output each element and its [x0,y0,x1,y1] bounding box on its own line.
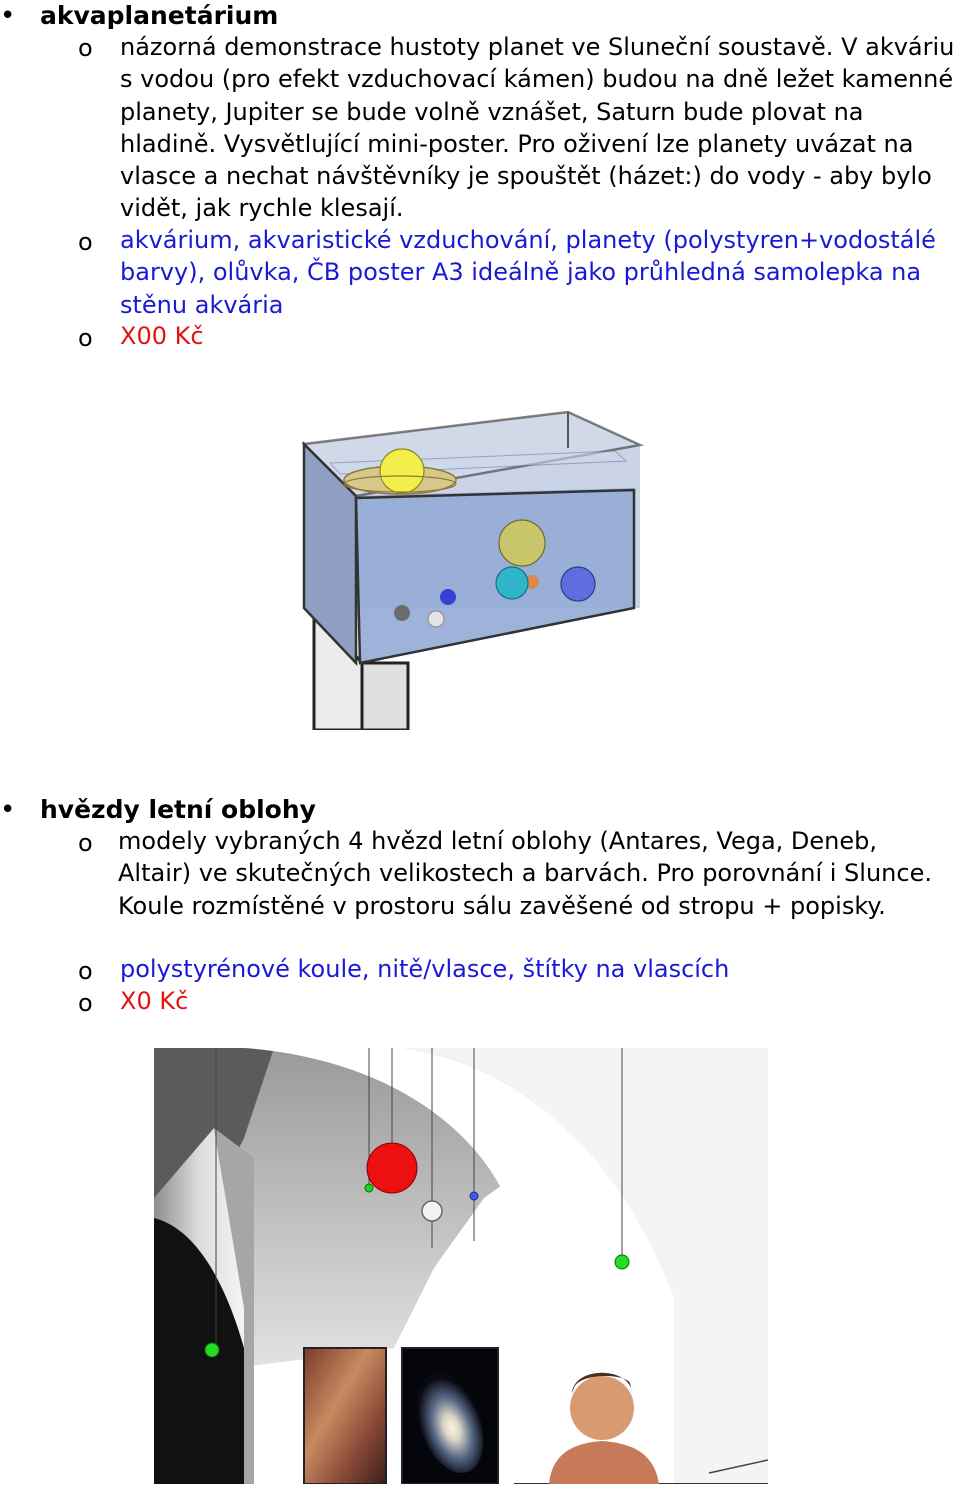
vega-star [470,1192,478,1200]
venus-planet [428,611,444,627]
sub-bullet-marker: o [78,324,93,352]
cost-akvaplanetarium: X00 Kč [120,322,204,350]
description-hvezdy: modely vybraných 4 hvězd letní oblohy (Antares, Vega, Deneb, Altair) ve skutečných velikostech a barvách. Pro porovnání i Slunce. Koule rozmístěné v prostoru sálu zavěšené od stropu + popisky. [118,827,932,920]
sub-bullet-marker: o [78,34,93,62]
sub-bullet-marker: o [78,829,93,857]
green-star-left [205,1343,219,1357]
uranus-planet [496,567,528,599]
antares-star [367,1143,417,1193]
altair-star [365,1184,373,1192]
section-title-hvezdy: hvězdy letní oblohy [40,795,316,824]
deneb-star [615,1255,629,1269]
bullet-marker: • [0,1,16,31]
saturn-planet [380,449,424,493]
jupiter-planet [499,520,545,566]
sub-bullet-marker: o [78,989,93,1017]
mercury-planet [394,605,410,621]
bullet-marker: • [0,795,16,825]
neptune-planet [561,567,595,601]
person-head [570,1376,634,1440]
sub-bullet-marker: o [78,228,93,256]
sub-bullet-marker: o [78,957,93,985]
aquarium-illustration [300,408,645,730]
sun-star [422,1201,442,1221]
description-akvaplanetarium: názorná demonstrace hustoty planet ve Sluneční soustavě. V akváriu s vodou (pro efekt vzduchovací kámen) budou na dně ležet kamenné planety, Jupiter se bude volně vznášet, Saturn bude plovat na hladině. Vysvětlující mini-poster. Pro oživení lze planety uvázat na vlasce a nechat návštěvníky je spouštět (házet:) do vody - aby bylo vidět, jak rychle klesají. [120,33,955,223]
materials-akvaplanetarium: akvárium, akvaristické vzduchování, planety (polystyren+vodostálé barvy), olůvka, ČB poster A3 ideálně jako průhledná samolepka na stěnu akvária [120,226,936,319]
cost-hvezdy: X0 Kč [120,987,189,1015]
nebula-poster [304,1348,386,1484]
earth-planet [440,589,456,605]
section-title-akvaplanetarium: akvaplanetárium [40,1,279,30]
materials-hvezdy: polystyrénové koule, nitě/vlasce, štítky na vlascích [120,955,730,983]
star-room-illustration [154,1048,768,1484]
stand-front-face [362,663,408,730]
